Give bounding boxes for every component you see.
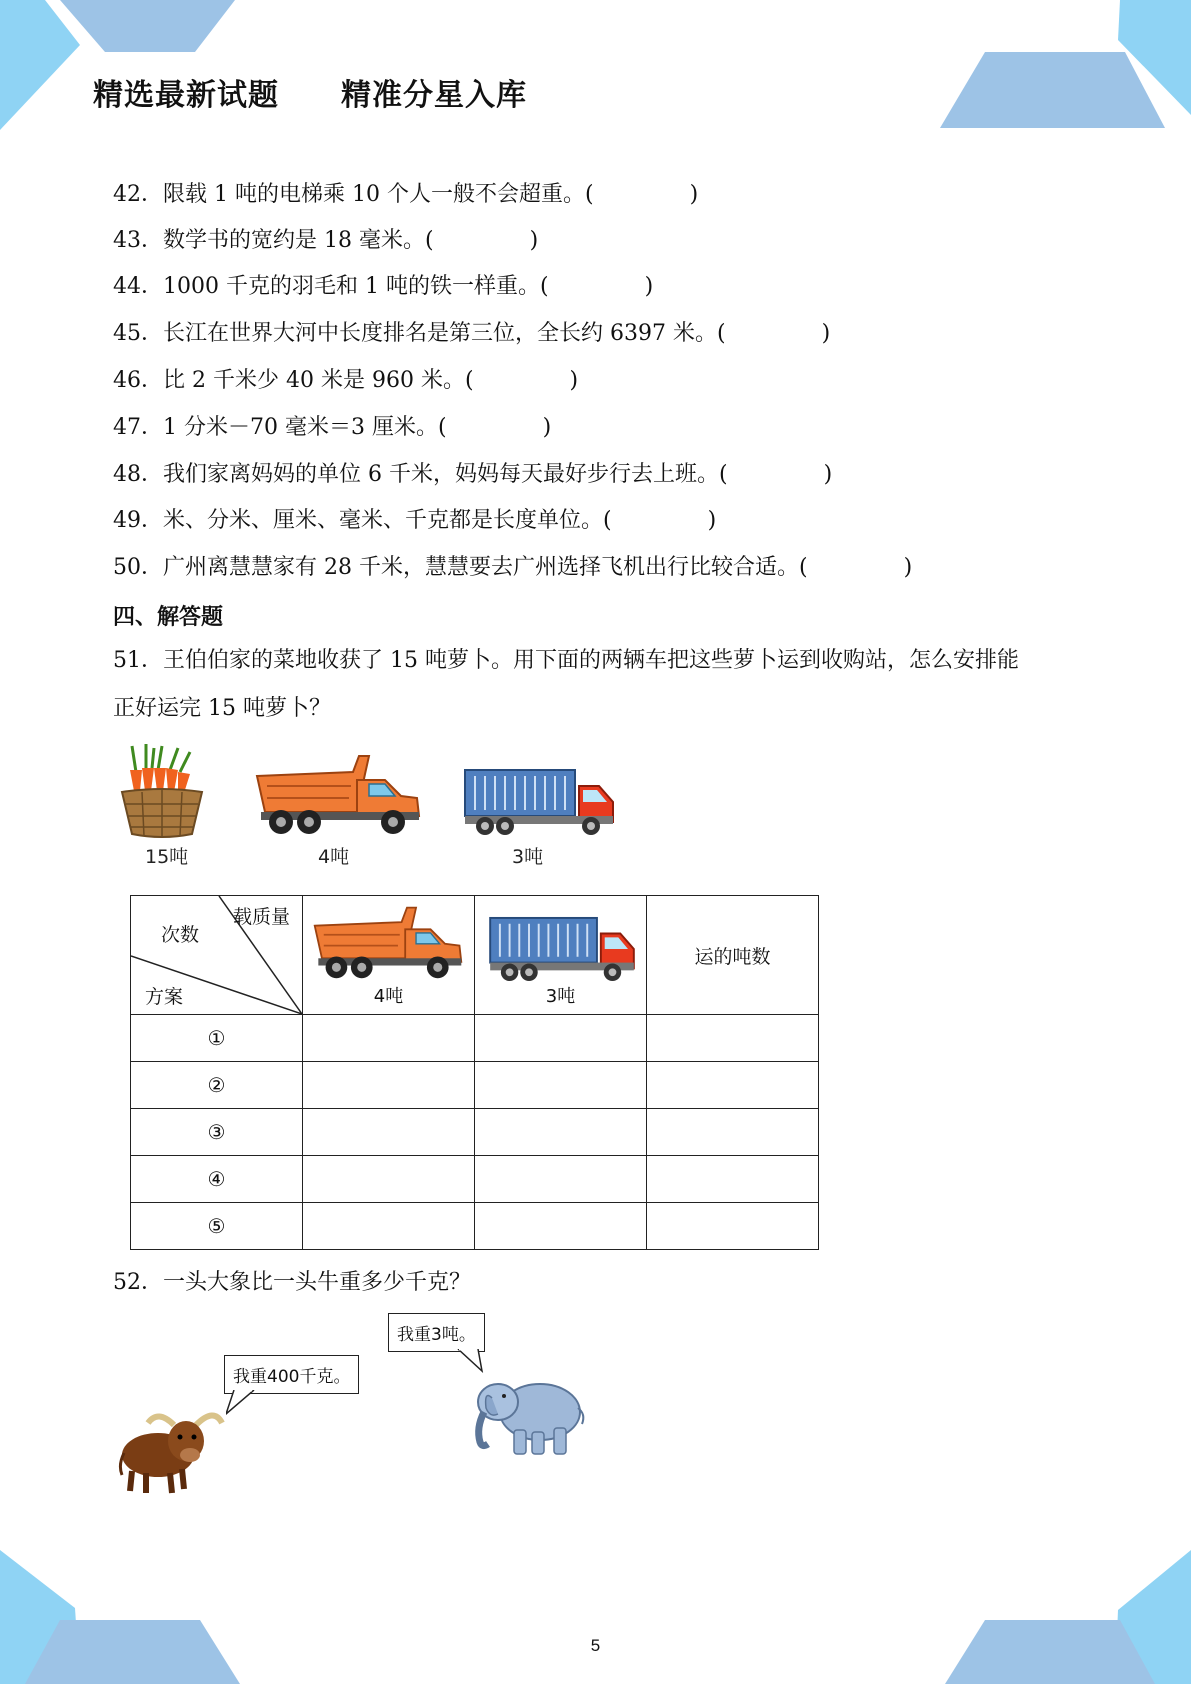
question-42: 42．限载 1 吨的电梯乘 10 个人一般不会超重。( )	[113, 180, 698, 210]
question-52: 52．一头大象比一头牛重多少千克？	[113, 1270, 471, 1295]
diagonal-header-cell	[131, 896, 303, 1015]
question-43: 43．数学书的宽约是 18 毫米。( )	[113, 226, 538, 256]
container-truck-weight-label: 3吨	[512, 846, 544, 868]
answer-blank[interactable]: )	[542, 415, 552, 440]
dump-truck-icon	[307, 904, 469, 980]
carrot-weight-label: 15吨	[145, 846, 189, 868]
answer-cell[interactable]	[475, 1109, 647, 1156]
answer-blank[interactable]: )	[707, 508, 717, 533]
answer-blank[interactable]: )	[529, 228, 539, 253]
table-row	[131, 1015, 819, 1062]
table-row	[131, 1156, 819, 1203]
plan-number: ①	[131, 1015, 303, 1062]
question-51-line1: 51．王伯伯家的菜地收获了 15 吨萝卜。用下面的两辆车把这些萝卜运到收购站，怎么安排能	[113, 648, 1019, 673]
answer-cell[interactable]	[475, 1062, 647, 1109]
answer-cell[interactable]	[647, 1156, 819, 1203]
question-49: 49．米、分米、厘米、毫米、千克都是长度单位。( )	[113, 506, 716, 536]
carrot-basket-icon	[116, 742, 208, 838]
answer-cell[interactable]	[647, 1203, 819, 1250]
dump-truck-weight-label: 4吨	[318, 846, 350, 868]
cow-speech-bubble: 我重400千克。	[224, 1355, 359, 1394]
table-header-row	[131, 896, 819, 1015]
result-header-cell: 运的吨数	[647, 896, 819, 1015]
answer-cell[interactable]	[303, 1062, 475, 1109]
answer-cell[interactable]	[303, 1109, 475, 1156]
section-heading: 四、解答题	[113, 605, 224, 630]
answer-cell[interactable]	[647, 1109, 819, 1156]
cow-bubble-tail	[226, 1390, 256, 1416]
question-50: 50．广州离慧慧家有 28 千米，慧慧要去广州选择飞机出行比较合适。( )	[113, 553, 912, 583]
answer-blank[interactable]: )	[903, 555, 913, 580]
plan-number: ④	[131, 1156, 303, 1203]
question-44: 44．1000 千克的羽毛和 1 吨的铁一样重。( )	[113, 272, 653, 302]
elephant-icon	[470, 1368, 590, 1458]
truck-4t-header-cell	[303, 896, 475, 1015]
answer-cell[interactable]	[303, 1015, 475, 1062]
answer-cell[interactable]	[303, 1203, 475, 1250]
answer-cell[interactable]	[475, 1203, 647, 1250]
answer-blank[interactable]: )	[689, 182, 699, 207]
answer-cell[interactable]	[475, 1015, 647, 1062]
truck-3t-header-cell	[475, 896, 647, 1015]
truck-4t-header-label: 4吨	[373, 986, 404, 1007]
plan-number: ②	[131, 1062, 303, 1109]
truck-3t-header-label: 3吨	[545, 986, 576, 1007]
table-row	[131, 1203, 819, 1250]
question-46: 46．比 2 千米少 40 米是 960 米。( )	[113, 366, 578, 396]
answer-cell[interactable]	[303, 1156, 475, 1203]
plan-header-label: 方案	[145, 986, 184, 1008]
page-header-title: 精选最新试题 精准分星入库	[93, 78, 527, 113]
dump-truck-icon	[253, 752, 423, 836]
capacity-header-label: 载质量	[233, 906, 291, 928]
answer-cell[interactable]	[647, 1062, 819, 1109]
ox-icon	[118, 1405, 238, 1495]
answer-blank[interactable]: )	[569, 368, 579, 393]
answer-blank[interactable]: )	[821, 321, 831, 346]
answer-blank[interactable]: )	[644, 274, 654, 299]
question-51-line2: 正好运完 15 吨萝卜？	[113, 696, 331, 721]
plan-number: ⑤	[131, 1203, 303, 1250]
question-48: 48．我们家离妈妈的单位 6 千米，妈妈每天最好步行去上班。( )	[113, 460, 832, 490]
question-47: 47．1 分米－70 毫米＝3 厘米。( )	[113, 413, 551, 443]
transport-plan-table	[130, 895, 819, 1250]
elephant-bubble-tail	[456, 1349, 486, 1373]
question-45: 45．长江在世界大河中长度排名是第三位，全长约 6397 米。( )	[113, 319, 830, 349]
times-header-label: 次数	[161, 924, 200, 946]
answer-cell[interactable]	[647, 1015, 819, 1062]
answer-cell[interactable]	[475, 1156, 647, 1203]
page-number: 5	[590, 1636, 601, 1655]
plan-number: ③	[131, 1109, 303, 1156]
container-truck-icon	[463, 768, 615, 836]
answer-blank[interactable]: )	[823, 462, 833, 487]
table-row	[131, 1062, 819, 1109]
elephant-speech-bubble: 我重3吨。	[388, 1313, 485, 1352]
table-row	[131, 1109, 819, 1156]
container-truck-icon	[487, 916, 637, 982]
